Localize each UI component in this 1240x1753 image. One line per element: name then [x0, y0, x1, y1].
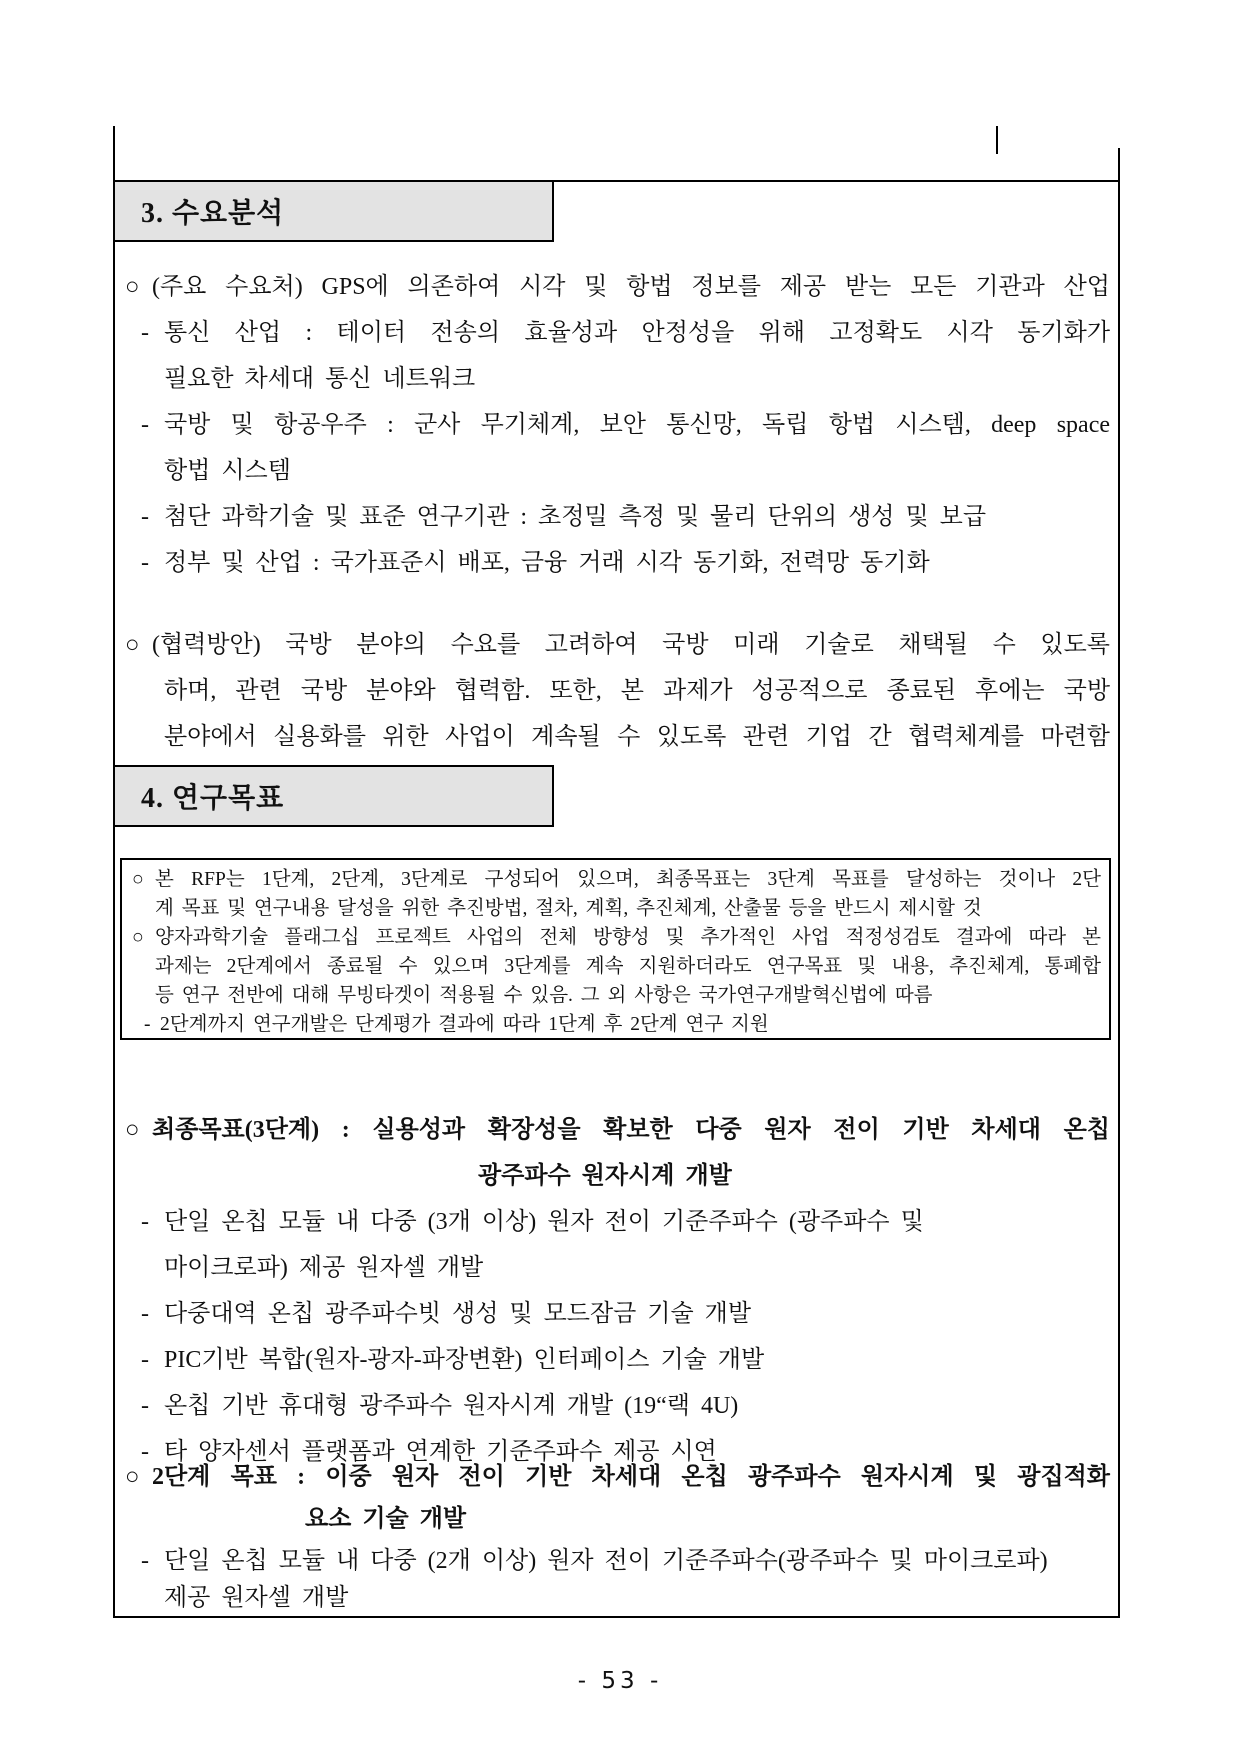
section-title: 4. 연구목표 — [141, 783, 285, 814]
text-line: - 단일 온칩 모듈 내 다중 (2개 이상) 원자 전이 기준주파수(광주파수 및 마이크로파) — [113, 1540, 1110, 1582]
bullet-dash: - — [141, 1548, 149, 1574]
bullet-dash: - — [141, 504, 149, 530]
text-line: ○ (주요 수요처) GPS에 의존하여 시각 및 항법 정보를 제공 받는 모든 기관과 산업 — [113, 264, 1110, 310]
text-line: 하며, 관련 국방 분야와 협력함. 또한, 본 과제가 성공적으로 종료된 후에는 국방 — [164, 678, 1110, 704]
text-line: 제공 원자셀 개발 — [164, 1585, 349, 1611]
note-line: 계 목표 및 연구내용 달성을 위한 추진방법, 절차, 계획, 추진체계, 산출물 등을 반드시 제시할 것 — [155, 898, 982, 919]
text-line: - PIC기반 복합(원자-광자-파장변환) 인터페이스 기술 개발 — [113, 1337, 1110, 1383]
section-title: 3. 수요분석 — [141, 198, 285, 229]
text-line: ○ 2단계 목표 : 이중 원자 전이 기반 차세대 온칩 광주파수 원자시계 및 광집적화 — [113, 1456, 1110, 1498]
bullet-dash: - — [141, 1301, 149, 1327]
bullet-dash: - — [141, 550, 149, 576]
text-line: - 다중대역 온칩 광주파수빗 생성 및 모드잠금 기술 개발 — [113, 1291, 1110, 1337]
bullet-dash: - — [141, 1209, 149, 1235]
text-line: - 국방 및 항공우주 : 군사 무기체계, 보안 통신망, 독립 항법 시스템, deep space — [113, 402, 1110, 448]
text-line: - 타 양자센서 플랫폼과 연계한 기준주파수 제공 시연 — [113, 1429, 1110, 1475]
bullet-dash: - — [144, 1014, 151, 1035]
text-line: ○ 최종목표(3단계) : 실용성과 확장성을 확보한 다중 원자 전이 기반 차세대 온칩 — [113, 1107, 1110, 1153]
bullet-dash: - — [141, 412, 149, 438]
bullet-circle: ○ — [125, 1464, 140, 1490]
text-line: 필요한 차세대 통신 네트워크 — [164, 366, 476, 392]
text-line: 광주파수 원자시계 개발 — [478, 1163, 732, 1189]
bullet-dash: - — [141, 320, 149, 346]
text-line: - 통신 산업 : 테이터 전송의 효율성과 안정성을 위해 고정확도 시각 동기화가 — [113, 310, 1110, 356]
text-line: ○ (협력방안) 국방 분야의 수요를 고려하여 국방 미래 기술로 채택될 수 있도록 — [113, 622, 1110, 668]
note-line: - 2단계까지 연구개발은 단계평가 결과에 따라 1단계 후 2단계 연구 지원 — [122, 1010, 1109, 1039]
bullet-circle: ○ — [125, 632, 140, 658]
section-header-demand — [113, 180, 554, 242]
bullet-dash: - — [141, 1347, 149, 1373]
note-line: 과제는 2단계에서 종료될 수 있으며 3단계를 계속 지원하더라도 연구목표 및 내용, 추진체계, 통폐합 — [155, 956, 1101, 977]
note-line: ○ 양자과학기술 플래그십 프로젝트 사업의 전체 방향성 및 추가적인 사업 적정성검토 결과에 따라 본 — [122, 923, 1109, 952]
page-number: - 53 - — [577, 1668, 663, 1694]
bullet-circle: ○ — [132, 869, 144, 890]
frame-right-border — [1118, 148, 1120, 1618]
text-line: - 단일 온칩 모듈 내 다중 (3개 이상) 원자 전이 기준주파수 (광주파수 및 — [113, 1199, 1110, 1245]
bullet-circle: ○ — [125, 274, 140, 300]
text-line: 항법 시스템 — [164, 458, 291, 484]
frame-bottom-rule — [113, 1616, 1120, 1618]
note-line: 등 연구 전반에 대해 무빙타겟이 적용될 수 있음. 그 외 사항은 국가연구개발혁신법에 따름 — [155, 985, 933, 1006]
text-line: 마이크로파) 제공 원자셀 개발 — [164, 1255, 484, 1281]
text-line: - 온칩 기반 휴대형 광주파수 원자시계 개발 (19“랙 4U) — [113, 1383, 1110, 1429]
text-line: - 첨단 과학기술 및 표준 연구기관 : 초정밀 측정 및 물리 단위의 생성 및 보급 — [113, 494, 1110, 540]
bullet-dash: - — [141, 1439, 149, 1465]
section-header-goal — [113, 765, 554, 827]
frame-top-column-divider — [996, 126, 998, 154]
text-line: 요소 기술 개발 — [305, 1506, 467, 1532]
note-line: ○ 본 RFP는 1단계, 2단계, 3단계로 구성되어 있으며, 최종목표는 3단계 목표를 달성하는 것이나 2단 — [122, 865, 1109, 894]
text-line: 분야에서 실용화를 위한 사업이 계속될 수 있도록 관련 기업 간 협력체계를 마련함 — [164, 724, 1110, 750]
rfp-note-box — [120, 858, 1111, 1040]
bullet-circle: ○ — [132, 927, 144, 948]
bullet-circle: ○ — [125, 1117, 140, 1143]
text-line: - 정부 및 산업 : 국가표준시 배포, 금융 거래 시각 동기화, 전력망 동기화 — [113, 540, 1110, 586]
bullet-dash: - — [141, 1393, 149, 1419]
